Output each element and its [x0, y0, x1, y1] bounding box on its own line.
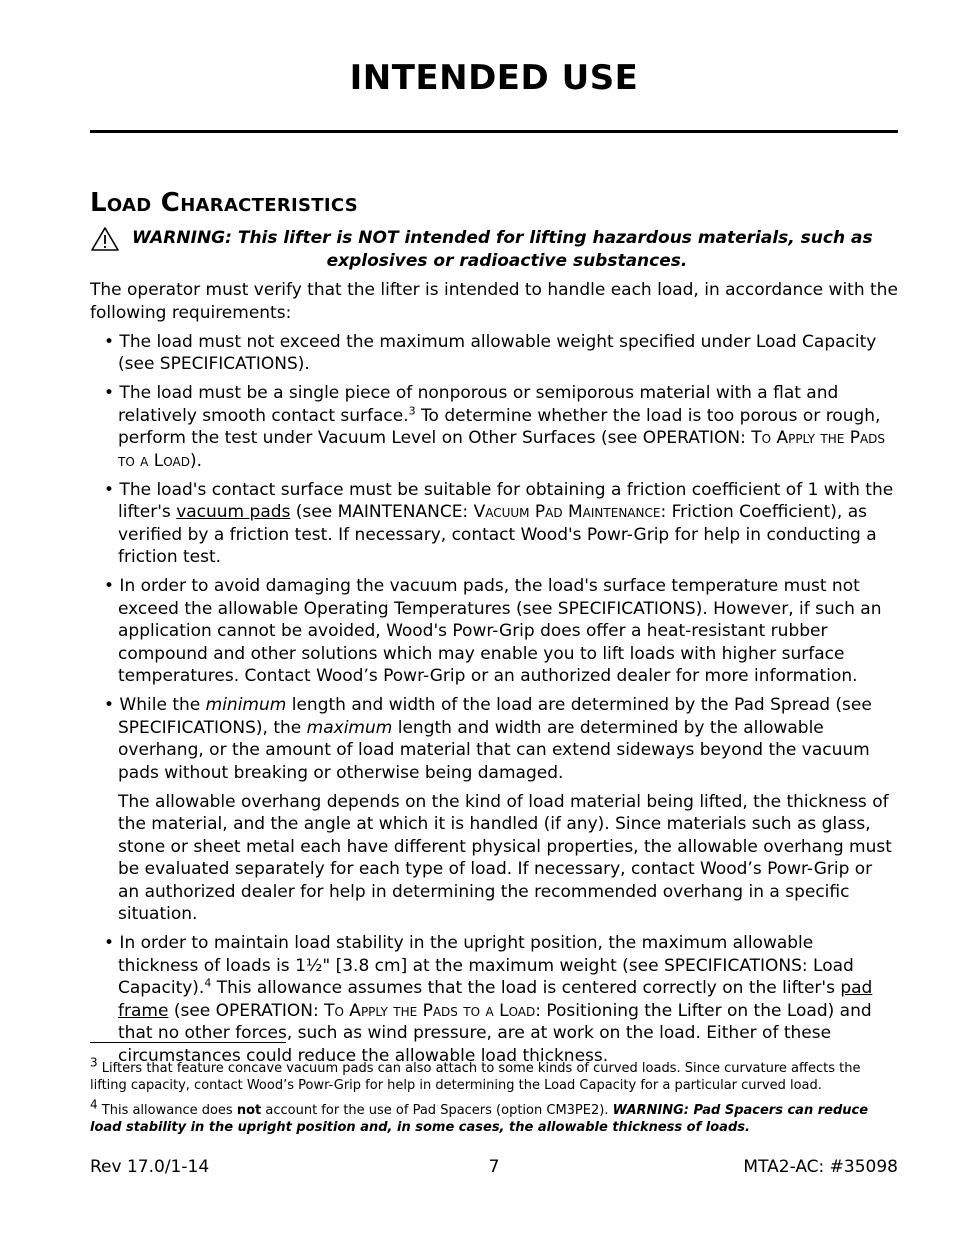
revision-label: Rev 17.0/1-14 [90, 1157, 210, 1177]
section-reference: To Apply the Pads to a Load [118, 428, 886, 471]
bullet-friction: • The load's contact surface must be suitable for obtaining a friction coefficient of 1 with the lifter's vacuum pads (see MAINTENANCE: Vacuum Pad Maintenance: Friction Coefficient), as verified by a friction test. If necessary, contact Wood's Powr-Grip for help in conducting a friction test. [104, 479, 894, 567]
footnote-ref-4[interactable]: 4 [204, 976, 212, 990]
bullet-temperature: • In order to avoid damaging the vacuum pads, the load's surface temperature must not exceed the allowable Operating Temperatures (see SPECIFICATIONS). However, if such an application cannot be avoided, Wood's Powr-Grip does offer a heat-resistant rubber compound and other solutions which may enable you to lift loads with higher surface temperatures. Contact Wood’s Powr-Grip or an authorized dealer for more information. [104, 576, 882, 686]
footnote-ref-3[interactable]: 3 [408, 403, 416, 417]
section-reference: Vacuum Pad Maintenance [473, 502, 661, 522]
intro-paragraph: The operator must verify that the lifter is intended to handle each load, in accordance with the following requirements: [90, 280, 898, 323]
footnotes [90, 1055, 898, 1144]
document-id: MTA2-AC: #35098 [743, 1157, 898, 1177]
warning-text [132, 227, 882, 273]
footnote-warning: WARNING: Pad Spacers can reduce load stability in the upright position and, in some cases, the allowable thickness of loads. [90, 1103, 869, 1135]
footnote-4: $^4$ This allowance does not account for the use of Pad Spacers (option CM3PE2). WARNING: Pad Spacers can reduce load stability in the upright position and, in some cases, the allowable thickness of loads. [90, 1097, 869, 1135]
vacuum-pads-link[interactable]: vacuum pads [176, 502, 291, 522]
page-title: INTENDED USE [349, 58, 639, 98]
section-reference: To Apply the Pads to a Load [324, 1000, 536, 1021]
bullet-dimensions: • While the minimum length and width of the load are determined by the Pad Spread (see SPECIFICATIONS), the maximum length and width are determined by the allowable overhang, or the amount of load material that can extend sideways beyond the vacuum pads without breaking or otherwise being damaged. [104, 695, 872, 783]
title-divider [90, 130, 898, 133]
bullet-load-weight: • The load must not exceed the maximum allowable weight specified under Load Capacity (see SPECIFICATIONS). [104, 331, 877, 374]
warning-line-1: WARNING: This lifter is NOT intended for lifting hazardous materials, such as [132, 228, 873, 248]
section-heading: Load Characteristics [90, 188, 358, 218]
body-text [90, 279, 898, 1074]
pad-frame-link[interactable]: pad frame [118, 978, 873, 1021]
warning-triangle-icon [90, 226, 120, 252]
footnote-3: $^3$ Lifters that feature concave vacuum pads can also attach to some kinds of curved loads. Since curvature affects the lifting capacity, contact Wood’s Powr-Grip for help in determining the Load Capacity for a particular curved load. [90, 1055, 861, 1093]
bullet-load-material: • The load must be a single piece of nonporous or semiporous material with a flat and relatively smooth contact surface.$^3$ To determine whether the load is too porous or rough, perform the test under Vacuum Level on Other Surfaces (see OPERATION: To Apply the Pads to a Load). [104, 383, 886, 471]
overhang-paragraph: The allowable overhang depends on the kind of load material being lifted, the thickness of the material, and the angle at which it is handled (if any). Since materials such as glass, stone or sheet metal each have different physical properties, the allowable overhang must be evaluated separately for each type of load. If necessary, contact Wood’s Powr-Grip or an authorized dealer for help in determining the recommended overhang in a specific situation. [118, 791, 892, 924]
page-number: 7 [488, 1157, 500, 1177]
bullet-thickness: • In order to maintain load stability in the upright position, the maximum allowable thickness of loads is 1½" [3.8 cm] at the maximum weight (see SPECIFICATIONS: Load Capacity).$^4$ This allowance assumes that the load is centered correctly on the lifter's pad frame (see OPERATION: To Apply the Pads to a Load: Positioning the Lifter on the Load) and that no other forces, such as wind pressure, are at work on the load. Either of these circumstances could reduce the allowable load thickness. [104, 933, 873, 1066]
footnote-divider [90, 1042, 286, 1043]
warning-line-2: explosives or radioactive substances. [326, 251, 688, 271]
